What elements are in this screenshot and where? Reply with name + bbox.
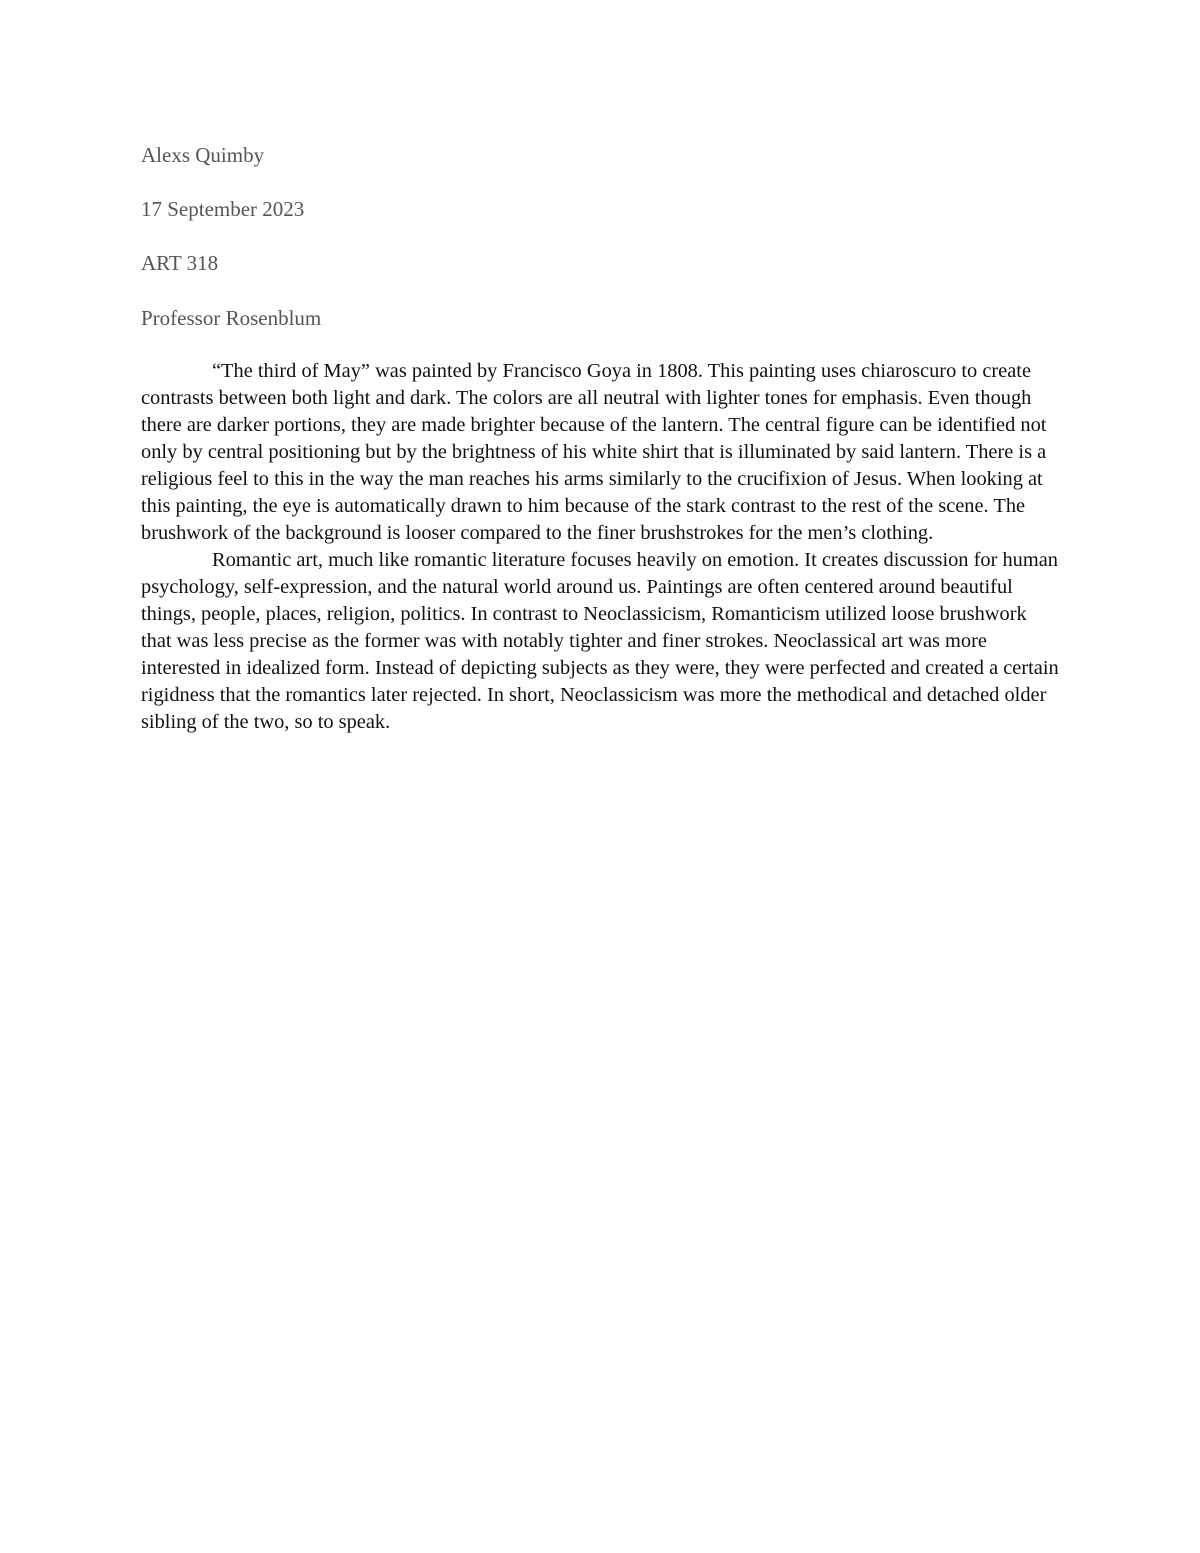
paragraph-1: “The third of May” was painted by Francisco Goya in 1808. This painting uses chiaroscuro to create contrasts between both light and dark. The colors are all neutral with lighter tones for emphasis. Even though there are darker portions, they are made brighter because of the lantern. The central figure can be identified not only by central positioning but by the brightness of his white shirt that is illuminated by said lantern. There is a religious feel to this in the way the man reaches his arms similarly to the crucifixion of Jesus. When looking at this painting, the eye is automatically drawn to him because of the stark contrast to the rest of the scene. The brushwork of the background is looser compared to the finer brushstrokes for the men’s clothing.: [141, 360, 1047, 544]
paragraph-2: Romantic art, much like romantic literature focuses heavily on emotion. It creates discussion for human psychology, self-expression, and the natural world around us. Paintings are often centered around beautiful things, people, places, religion, politics. In contrast to Neoclassicism, Romanticism utilized loose brushwork that was less precise as the former was with notably tighter and finer strokes. Neoclassical art was more interested in idealized form. Instead of depicting subjects as they were, they were perfected and created a certain rigidness that the romantics later rejected. In short, Neoclassicism was more the methodical and detached older sibling of the two, so to speak.: [141, 549, 1059, 733]
instructor-name: Professor Rosenblum: [141, 306, 322, 330]
author-name: Alexs Quimby: [141, 143, 265, 167]
essay-body: [141, 358, 1061, 736]
document-date: 17 September 2023: [141, 197, 305, 221]
course-code: ART 318: [141, 251, 219, 275]
